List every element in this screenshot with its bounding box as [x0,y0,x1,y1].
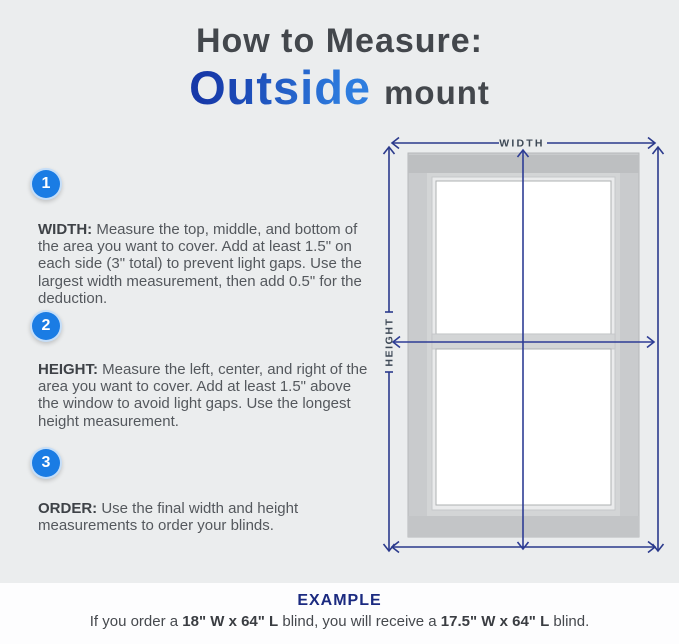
step-1-body: Measure the top, middle, and bottom of the area you want to cover. Add at least 1.5" on each side (3" total) to prevent light gaps. Use the largest width measurement, then add 0.5" for the deduction. [38,221,362,307]
example-received-size: 17.5" W x 64" L [440,613,550,630]
example-sentence [0,613,679,630]
example-footer [0,583,679,644]
step-1-badge: 1 [30,168,62,200]
step-3-label: ORDER: [38,500,98,517]
step-2-label: HEIGHT: [38,361,98,378]
example-middle: blind, you will receive a [278,613,441,630]
example-suffix: blind. [549,613,590,630]
width-label: WIDTH [499,137,545,150]
step-2-badge: 2 [30,310,62,342]
step-2-text [38,361,372,430]
step-1-text [38,221,372,307]
step-2-body: Measure the left, center, and right of the area you want to cover. Add at least 1.5" above the window to avoid light gaps. Use the longest height measurement. [38,361,368,430]
page-title: How to Measure: [195,22,484,60]
subtitle-highlight: Outside [189,61,372,114]
step-3-text [38,500,372,534]
step-3-badge: 3 [30,447,62,479]
right-height-arrow [653,147,664,551]
subtitle-suffix: mount [384,74,490,111]
example-heading: EXAMPLE [297,592,382,609]
step-3-body: Use the final width and height measurements to order your blinds. [38,500,299,535]
example-prefix: If you order a [89,613,183,630]
height-label: HEIGHT [383,317,396,367]
step-1-label: WIDTH: [38,221,93,238]
example-ordered-size: 18" W x 64" L [182,613,279,630]
page-subtitle [0,60,679,115]
window-measure-diagram [375,130,670,560]
